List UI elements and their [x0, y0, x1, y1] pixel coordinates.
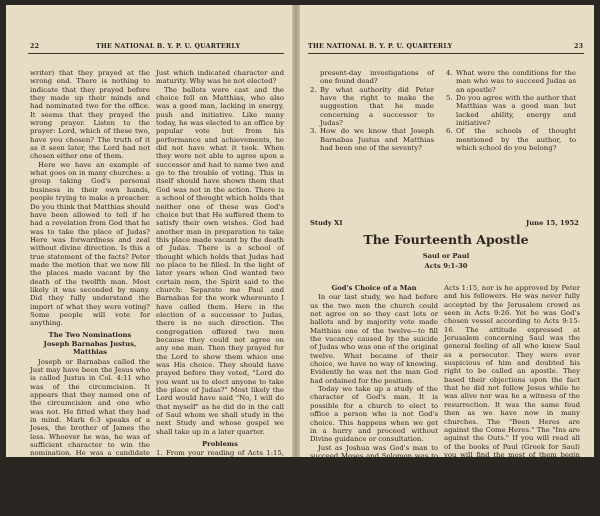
book-gutter	[292, 5, 300, 457]
paragraph: writer) that they prayed at the wrong end. There is nothing to indicate that they prayed before they made up their minds and had nominated two for the office. It seems that they prayed the wrong prayer. Listen to the prayer: Lord, which of these two, have you chosen? The truth of it as it seen later, the Lord had not chosen either one of them.	[30, 69, 150, 161]
list-item: 6. Of the schools of thought mentioned by the author, to which school do you belong?	[446, 127, 576, 153]
paragraph: The voting was fair. Each voted as he felt. Was Joseph the better of the two men? He was called the	[30, 482, 150, 516]
list-item: 4. What were the conditions for the man who was to succeed Judas as an apostle?	[446, 69, 576, 94]
right-column-2	[444, 284, 580, 501]
left-header-rule	[28, 53, 284, 54]
paragraph: In our last study, we had before us the two men the church could not agree on so they cast lots or ballots and by majority vote made Matthias one of the twelve—to fill the vacancy caused by the suicide of Judas who was one of the original twelve. What became of their choice, we have no way of knowing. Evidently he was not the man God had ordained for the position.	[310, 293, 438, 385]
right-page-number: 23	[574, 43, 584, 50]
left-page-number: 22	[30, 43, 40, 50]
list-item: 1. From your reading of Acts 1:15, what condition did they find the body of Judas and what was the coroner's verdict in the light of	[156, 449, 284, 483]
lesson-title: The Fourteenth Apostle	[363, 232, 529, 247]
list-item: 2. By what authority did Peter have the right to make the suggestion that he made concerning a successor to Judas?	[310, 85, 434, 128]
list-item: present-day investigations of one found dead?	[320, 69, 434, 86]
scripture-reference: Acts 9:1-30	[424, 262, 468, 270]
right-running-head: THE NATIONAL B. Y. P. U. QUARTERLY	[308, 43, 453, 50]
paragraph: Today we take up a study of the character of God's man. It is possible for a church to elect to office a person who is not God's choice. This happens when we get in a hurry and proceed without Divine guidance or consultation.	[310, 385, 438, 444]
problems-list	[156, 449, 284, 482]
paragraph: Joseph or Barnabas called the Just may have been the Jesus who is called Justus in Col. 4:11 who was of the circumcision. It appears that they named one of the circumcision and one who was not. He fitted what they had in mind. Mark 6:3 speaks of a Joses, the brother of James the less. Whoever he was, he was of sufficient character to win the nomination. He was a candidate and made a good run but failed of election. Here is the beginning of factions.	[30, 357, 150, 483]
right-column-1	[310, 284, 438, 494]
problems-heading: Problems	[202, 440, 238, 449]
list-item: 5. Do you agree with the author that Matthias was a good man but lacked ability, energy and initiative?	[446, 94, 576, 128]
study-date: June 15, 1952	[526, 219, 579, 227]
questions-column-1	[310, 69, 434, 152]
questions-column-2	[446, 69, 576, 152]
paragraph: Just which indicated character and maturity. Why was he not elected?	[156, 69, 284, 86]
paragraph: Here we have an example of what goes on in many churches: a group taking God's personal business in their own hands, people trying to make a preacher. Do you think that Matthias should have been allowed to tell if he had a revelation from God that he was to take the place of Judas? Here was forwardness and zeal without divine direction. Is this a true statement of the facts? Peter made the motion that we now fill the places made vacant by the death of the twelfth man. Most likely it was seconded by many. Did they fully understand the import of what they were voting? Some people will vote for anything.	[30, 160, 150, 328]
questions-list	[446, 69, 576, 152]
right-page	[302, 5, 590, 501]
right-header-rule	[308, 53, 584, 54]
left-column-1	[30, 69, 150, 516]
lesson-subtitle: Saul or Paul	[422, 252, 470, 260]
left-column-2	[156, 69, 284, 483]
section-heading: God's Choice of a Man	[331, 284, 417, 292]
paragraph: The ballots were cast and the choice fell on Matthias, who also was a good man, lacking in energy, push and initiative. Like many today, he was elected to an office by popular vote but from his performance and achievements, he did not have what it took. When they were not able to agree upon a successor and had to name two and go to the trouble of voting. This in itself should have shown them that God was not in the action. There is a school of thought which holds that neither one of these was God's choice but that He suffered them to satisfy their own wishes. God had another man in preparation to take this place made vacant by the death of Judas. There is a school of thought which holds that Judas had no place to be filled. In the light of later years when God wanted two certain men, the Spirit said to the church: Separate me Paul and Barnabas for the work whereunto I have called them. Here in the election of a successor to Judas, there is no such direction. The congregation offered two men because they could not agree on any one man. Then they prayed for the Lord to show them whice one was His choice. They should have prayed before they voted, "Lord do you want us to elect anyone to take the place of Judas?" Most likely the Lord would have said "No, I will do that myself" as he did do in the call of Saul whom we shall study in the next Study and whose gospel we shall take up in a later quarter.	[156, 85, 284, 436]
paragraph: Just as Joshua was God's man to succeed Moses and Solomon was to succeed David, so was Saul to take up the apostleship left vacant by the death of Judas. He does not meet the qualifications set by Peter in	[310, 443, 438, 494]
subheading-names: Joseph Barnabas Justus, Matthias	[43, 340, 137, 357]
left-page	[10, 5, 292, 516]
list-item: 3. How do we know that Joseph Barnabas Justus and Matthias had been one of the seventy?	[310, 127, 434, 153]
subheading-nominations: The Two Nominations	[48, 330, 132, 339]
study-label: Study XI	[310, 219, 343, 227]
questions-list	[310, 69, 434, 152]
paragraph: Acts 1:15, nor is he approved by Peter and his followers. He was never fully accepted by the Jerusalem crowd as seen in Acts 9:26. Yet he was God's chosen vessel according to Acts 9:15-16. The attitude expressed at Jerusalem concerning Saul was the general feeling of all who knew Saul as a persecutor. They were ever suspicious of him and doubted his right to be called an apostle. They based their objections upon the fact that he did not follow Jesus while he was alive nor was he a witness of the resurrection. It was the same feud then as we have now in many churches. The "Been Heres are against the Come Heres." The "Ins are against the Outs." If you will read all of the books of Paul (Greek for Saul) you will find the most of them begin with "Paul, a servant of Jesus Christ, called to be an apostle." Rom. 1:1. I Cor. 1:1. II Cor. 1:1. Gal. 1:1 Paul, an apostle (not from men, neither through	[444, 284, 580, 501]
left-running-head: THE NATIONAL B. Y. P. U. QUARTERLY	[96, 43, 241, 50]
